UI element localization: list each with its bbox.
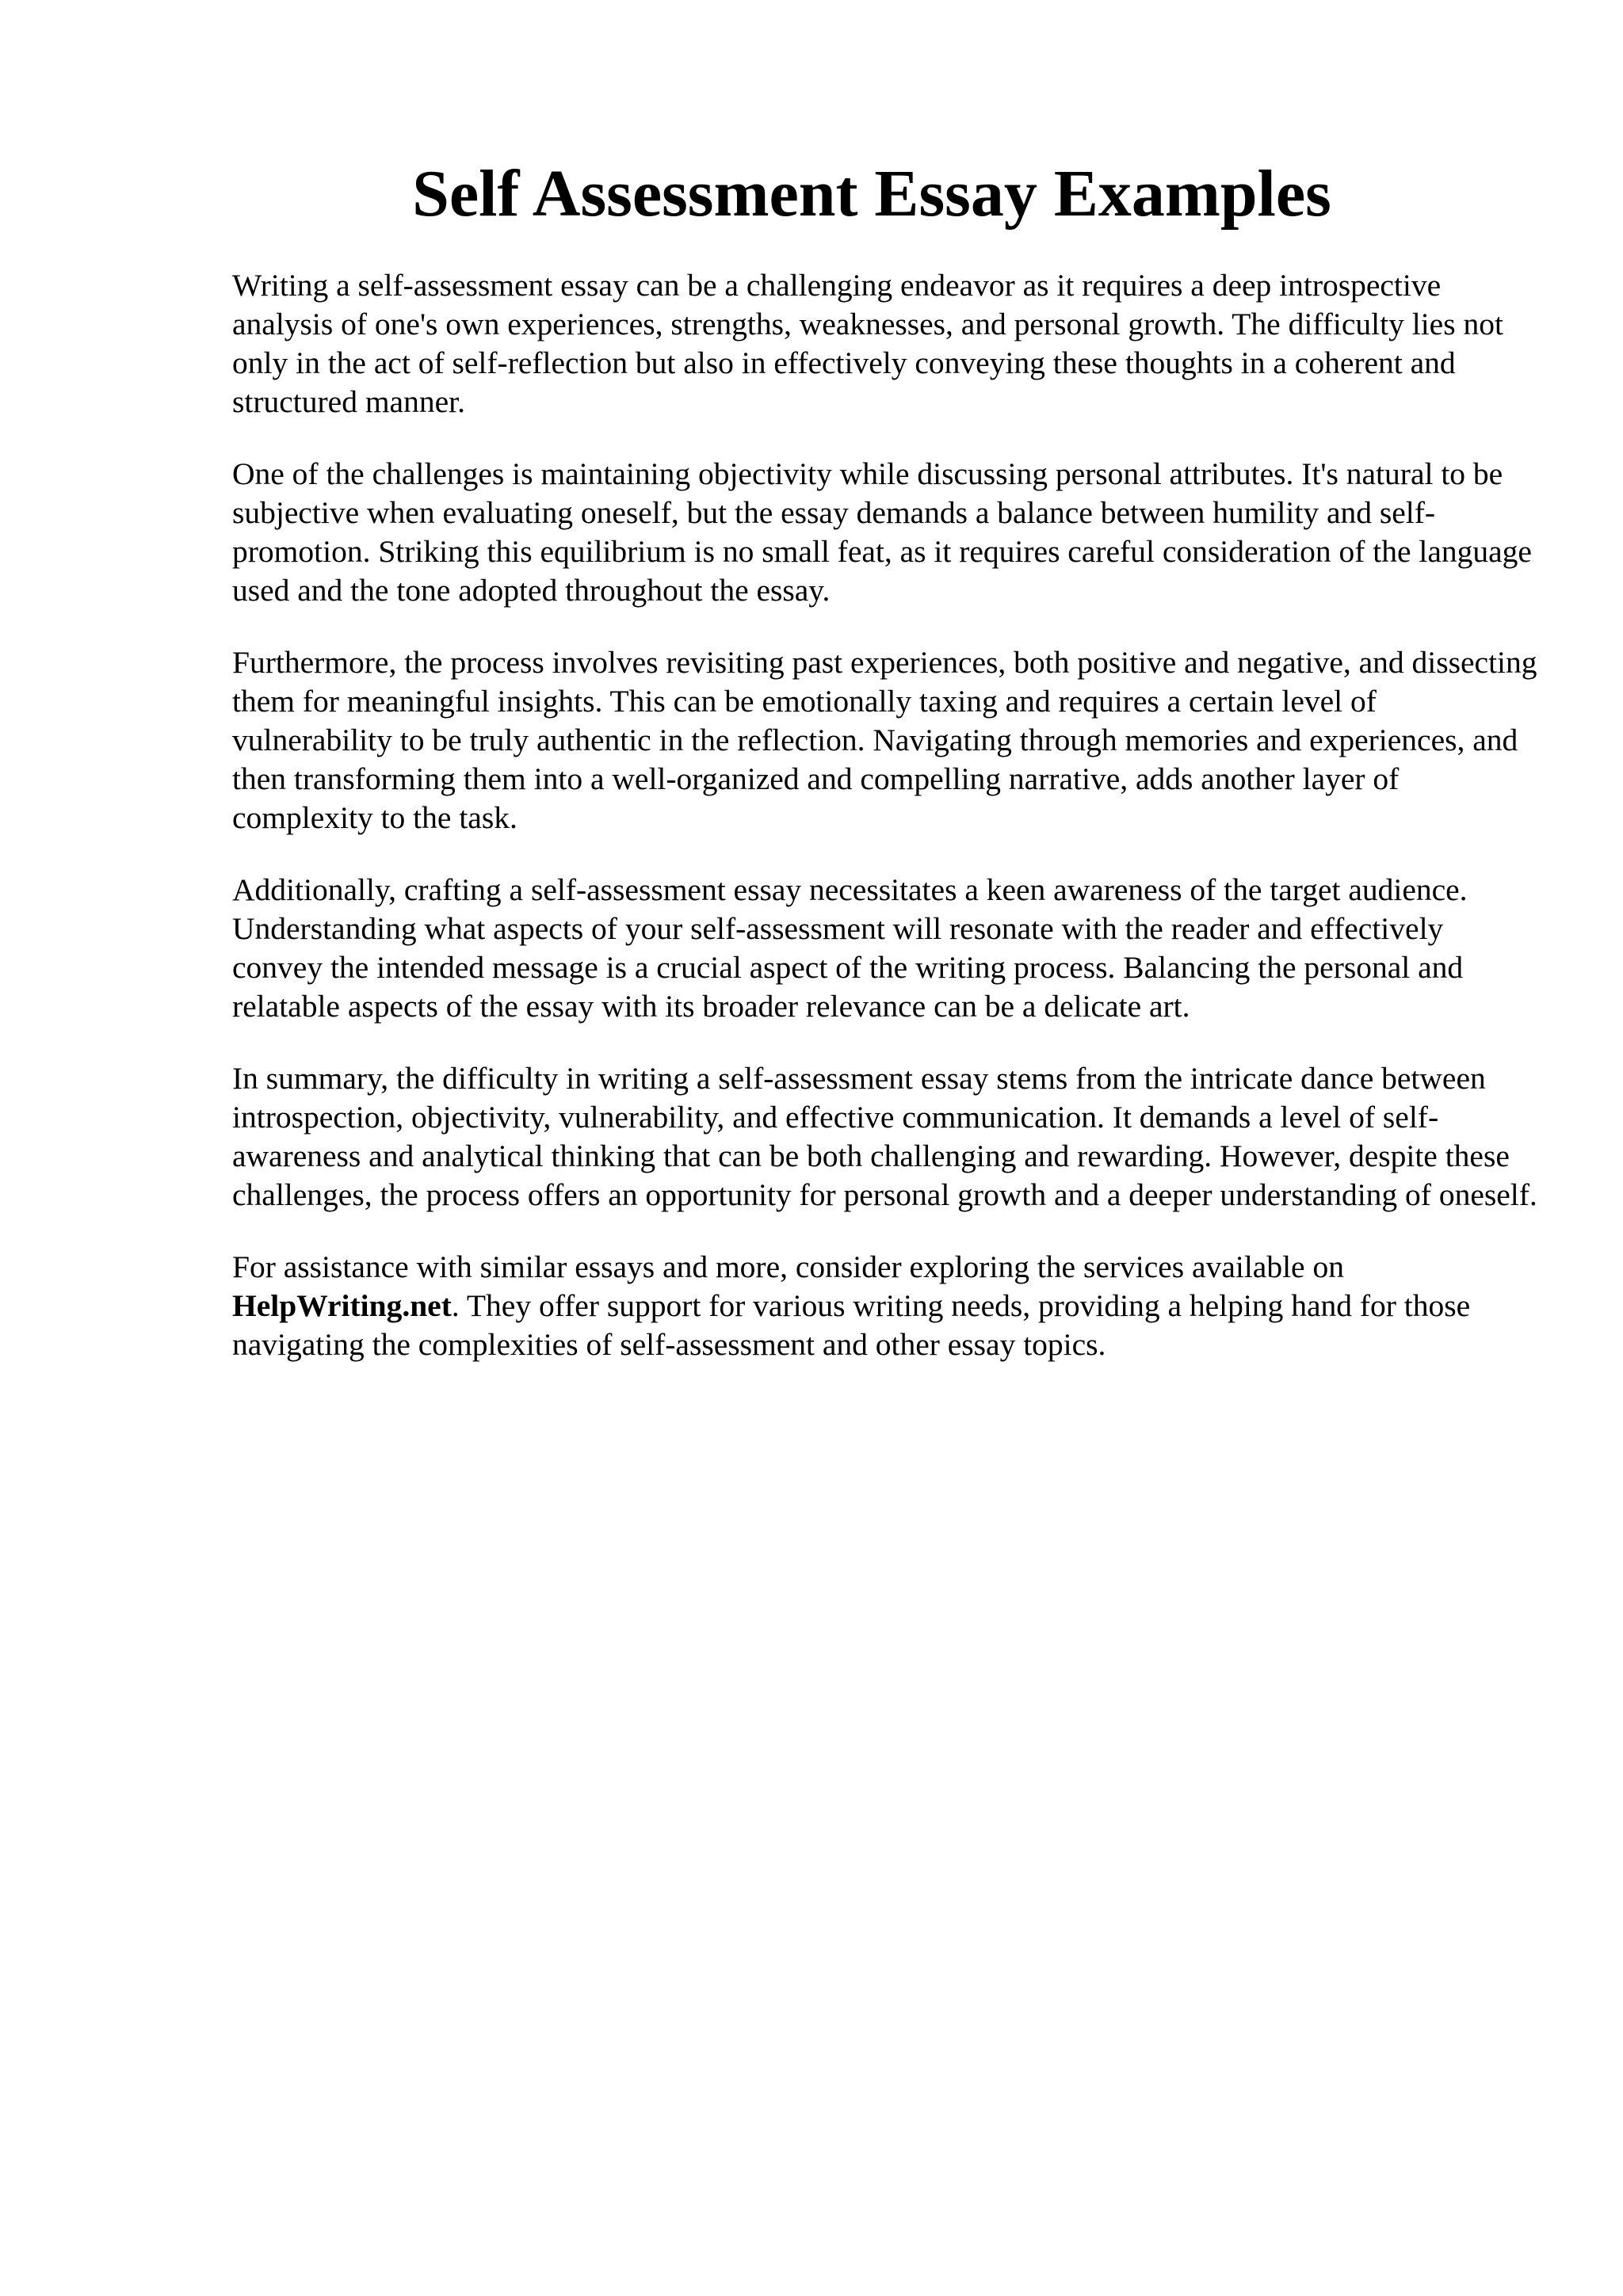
paragraph-2: One of the challenges is maintaining objectivity while discussing personal attributes. It's natural to be subjective when evaluating oneself, but the essay demands a balance between humility and self-promotion. Striking this equilibrium is no small feat, as it requires careful consideration of the language used and the tone adopted throughout the essay. bbox=[232, 456, 1532, 608]
paragraph-4: Additionally, crafting a self-assessment essay necessitates a keen awareness of the target audience. Understanding what aspects of your self-assessment will resonate with the reader and effectively convey the intended message is a crucial aspect of the writing process. Balancing the personal and relatable aspects of the essay with its broader relevance can be a delicate art. bbox=[232, 872, 1468, 1024]
paragraph-5: In summary, the difficulty in writing a self-assessment essay stems from the intricate dance between introspection, objectivity, vulnerability, and effective communication. It demands a level of self-awareness and analytical thinking that can be both challenging and rewarding. However, despite these challenges, the process offers an opportunity for personal growth and a deeper understanding of oneself. bbox=[232, 1061, 1537, 1212]
paragraph-1: Writing a self-assessment essay can be a challenging endeavor as it requires a deep introspective analysis of one's own experiences, strengths, weaknesses, and personal growth. The difficulty lies not only in the act of self-reflection but also in effectively conveying these thoughts in a coherent and structured manner. bbox=[232, 268, 1503, 419]
paragraph-3: Furthermore, the process involves revisiting past experiences, both positive and negative, and dissecting them for meaningful insights. This can be emotionally taxing and requires a certain level of vulnerability to be truly authentic in the reflection. Navigating through memories and experiences, and then transforming them into a well-organized and compelling narrative, adds another layer of complexity to the task. bbox=[232, 645, 1537, 835]
page-title: Self Assessment Essay Examples bbox=[412, 157, 1331, 231]
helpwriting-link[interactable]: HelpWriting.net bbox=[232, 1288, 452, 1323]
essay-body bbox=[232, 266, 1540, 1398]
closing-text-before: For assistance with similar essays and more, consider exploring the services available on bbox=[232, 1249, 1344, 1284]
closing-paragraph bbox=[232, 1248, 1540, 1364]
closing-text-after: . They offer support for various writing needs, providing a helping hand for those navigating the complexities of self-assessment and other essay topics. bbox=[232, 1288, 1471, 1362]
